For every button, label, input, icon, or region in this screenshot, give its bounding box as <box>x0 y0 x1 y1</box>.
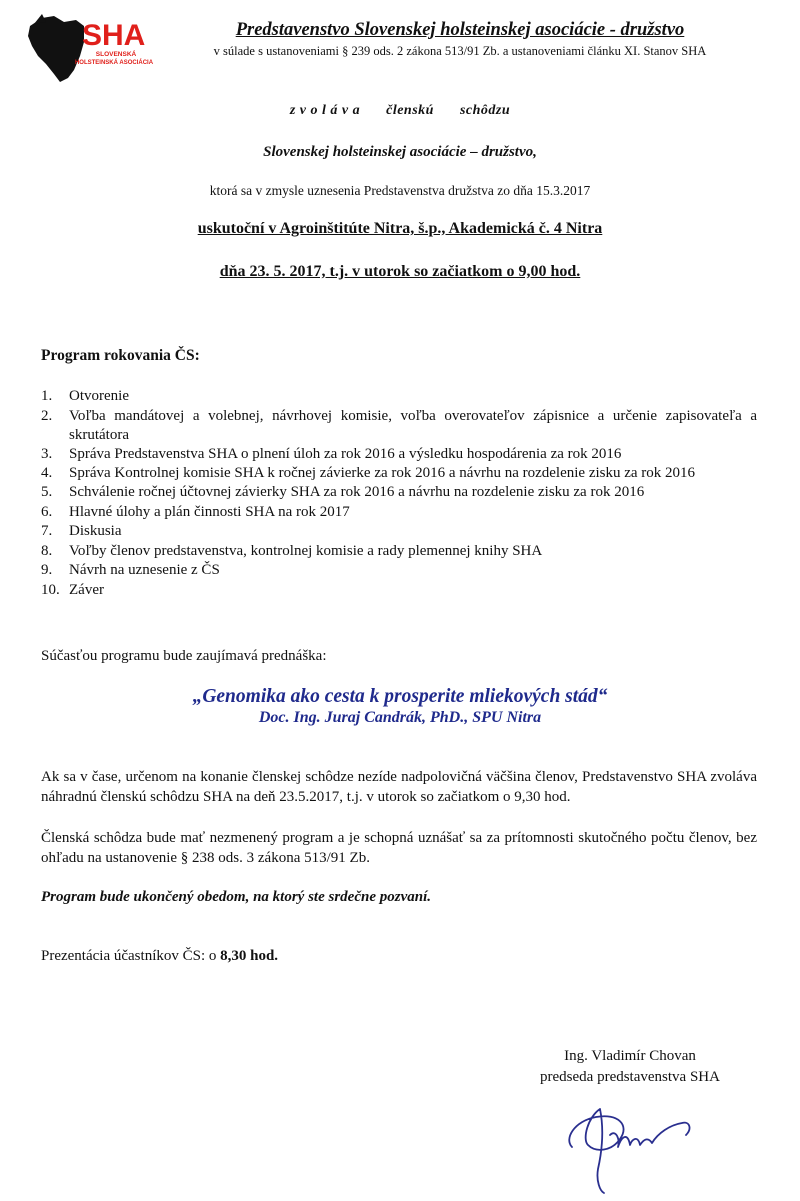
signatory-name: Ing. Vladimír Chovan <box>564 1048 696 1064</box>
agenda-list <box>41 387 757 600</box>
convocation-line <box>0 103 800 119</box>
convocation-word: z v o l á v a <box>289 103 361 118</box>
agenda-item: 8. Voľby členov predstavenstva, kontrolnej komisie a rady plemennej knihy SHA <box>41 542 543 559</box>
quorum-paragraph: Členská schôdza bude mať nezmenený program a je schopná uznášať sa za prítomnosti skutočného počtu členov, bez ohľadu na ustanovenie § 238 ods. 3 zákona 513/91 Zb. <box>41 830 757 866</box>
logo-line2: HOLSTEINSKÁ ASOCIÁCIA <box>74 60 154 66</box>
convocation-meeting: schôdzu <box>459 103 511 118</box>
sha-logo <box>24 12 156 84</box>
signatory-role: predseda predstavenstva SHA <box>540 1069 720 1085</box>
agenda-item: 5. Schválenie ročnej účtovnej závierky SHA za rok 2016 a návrhu na rozdelenie zisku za rok 2016 <box>41 484 645 500</box>
lecture-title: „Genomika ako cesta k prosperite mliekových stád“ <box>192 686 608 707</box>
date-line: dňa 23. 5. 2017, t.j. v utorok so začiatkom o 9,00 hod. <box>219 263 581 280</box>
agenda-item: 2. Voľba mandátovej a volebnej, návrhovej komisie, voľba overovateľov zápisnice a určenie zapisovateľa a skrutátora <box>41 407 757 443</box>
agenda-item: 4. Správa Kontrolnej komisie SHA k ročnej závierke za rok 2016 a návrhu na rozdelenie zisku za rok 2016 <box>41 465 696 481</box>
agenda-item: 10. Záver <box>41 581 104 598</box>
agenda-item: 3. Správa Predstavenstva SHA o plnení úloh za rok 2016 a výsledku hospodárenia za rok 2016 <box>41 445 622 462</box>
substitute-meeting-paragraph: Ak sa v čase, určenom na konanie členskej schôdze nezíde nadpolovičná väčšina členov, Predstavenstvo SHA zvoláva náhradnú členskú schôdzu SHA na deň 23.5.2017, t.j. v utorok so začiatkom o 9,30 hod. <box>41 769 757 805</box>
lunch-note: Program bude ukončený obedom, na ktorý ste srdečne pozvaní. <box>41 889 431 905</box>
header-title: Predstavenstvo Slovenskej holsteinskej asociácie - družstvo <box>235 20 685 40</box>
header-subtitle: v súlade s ustanoveniami § 239 ods. 2 zákona 513/91 Zb. a ustanoveniami článku XI. Stanov SHA <box>213 44 707 58</box>
agenda-item: 1. Otvorenie <box>41 388 129 404</box>
convocation-member: členskú <box>386 103 434 118</box>
presentation-label: Prezentácia účastníkov ČS: o <box>41 948 217 964</box>
agenda-item: 6. Hlavné úlohy a plán činnosti SHA na rok 2017 <box>41 503 350 520</box>
presentation-time: 8,30 hod. <box>220 948 279 964</box>
resolution-line: ktorá sa v zmysle uznesenia Predstavenstva družstva zo dňa 15.3.2017 <box>209 183 591 198</box>
handwritten-signature <box>560 1095 700 1195</box>
logo-line1: SLOVENSKÁ <box>95 51 137 58</box>
agenda-item: 7. Diskusia <box>41 523 122 539</box>
organization-name: Slovenskej holsteinskej asociácie – družstvo, <box>263 144 537 160</box>
lecture-intro: Súčasťou programu bude zaujímavá prednáška: <box>41 648 327 664</box>
venue-line: uskutoční v Agroinštitúte Nitra, š.p., Akademická č. 4 Nitra <box>197 220 603 237</box>
cow-silhouette-icon <box>28 16 84 82</box>
program-title: Program rokovania ČS: <box>41 347 200 364</box>
logo-brand: SHA <box>82 19 146 52</box>
presentation-line <box>41 948 278 965</box>
lecture-speaker: Doc. Ing. Juraj Candrák, PhD., SPU Nitra <box>258 709 542 726</box>
agenda-item: 9. Návrh na uznesenie z ČS <box>41 562 220 578</box>
